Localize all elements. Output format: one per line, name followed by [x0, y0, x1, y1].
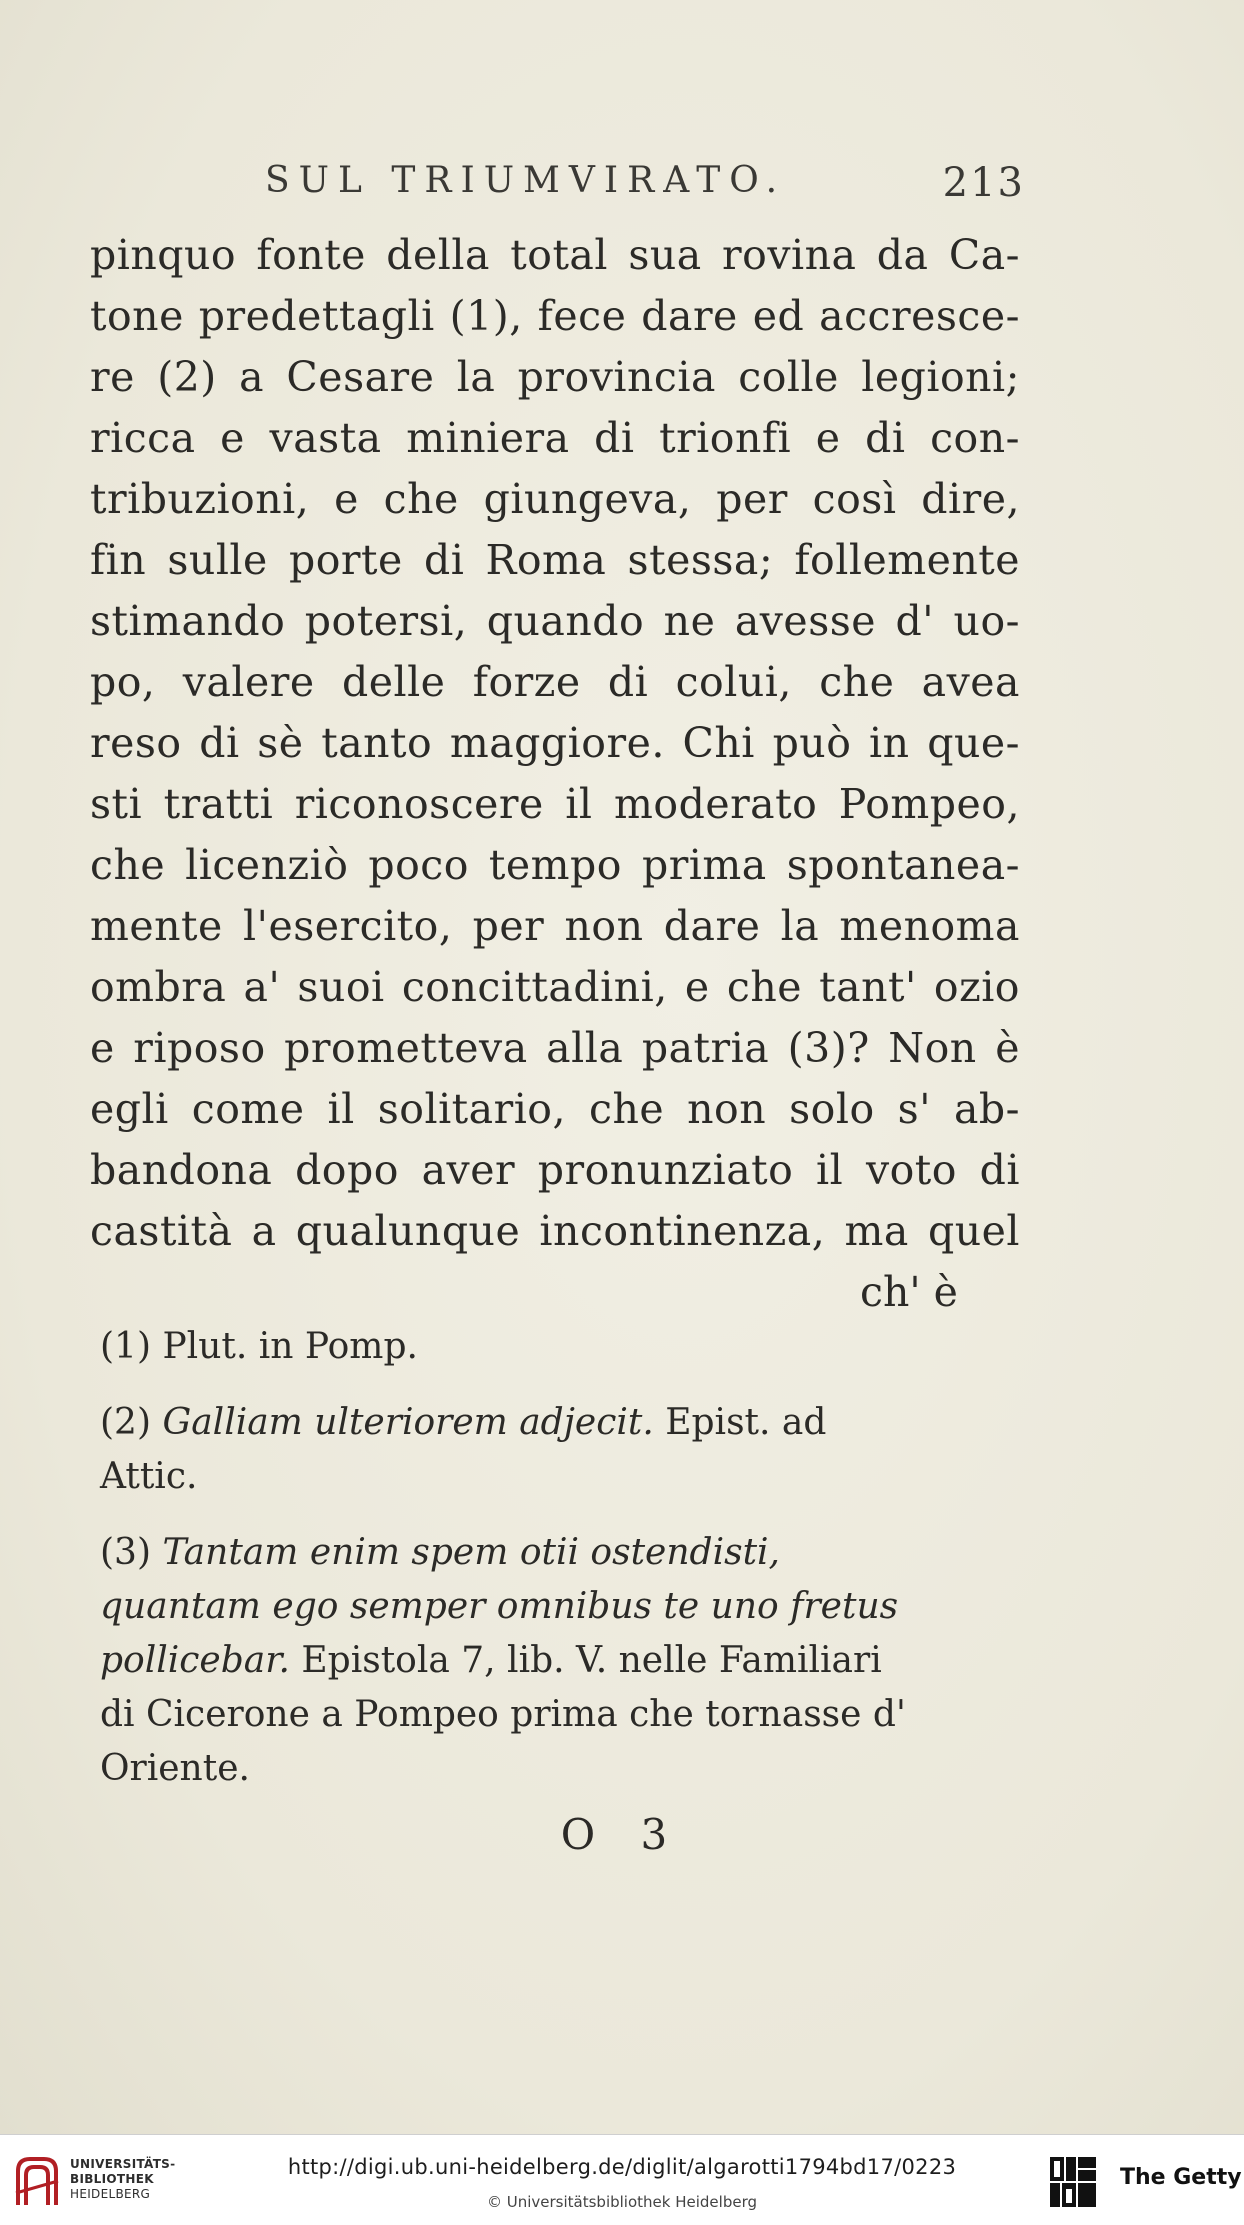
body-line: pinquo fonte della total sua rovina da Ca-: [90, 231, 1020, 279]
footnote-2: [100, 1396, 1018, 1504]
body-line: stimando potersi, quando ne avesse d' uo-: [90, 597, 1020, 645]
body-line: re (2) a Cesare la provincia colle legioni;: [90, 353, 1020, 401]
copyright-notice: © Universitätsbibliothek Heidelberg: [486, 2193, 757, 2211]
footnote-text-line: Oriente.: [100, 1748, 250, 1789]
getty-logo-icon[interactable]: [1048, 2155, 1098, 2209]
signature-mark: O 3: [560, 1810, 684, 1859]
body-line: tone predettagli (1), fece dare ed accresce-: [90, 292, 1020, 340]
body-line: mente l'esercito, per non dare la menoma: [90, 902, 1020, 950]
body-line: tribuzioni, e che giungeva, per così dire,: [90, 475, 1020, 523]
body-line: fin sulle porte di Roma stessa; follemente: [90, 536, 1020, 584]
body-line: ombra a' suoi concittadini, e che tant' ozio: [90, 963, 1020, 1011]
body-line: sti tratti riconoscere il moderato Pompeo,: [90, 780, 1020, 828]
body-line: che licenziò poco tempo prima spontanea-: [90, 841, 1020, 889]
body-line: bandona dopo aver pronunziato il voto di: [90, 1146, 1020, 1194]
footnote-3: [100, 1526, 1018, 1796]
footer-bar: [0, 2134, 1244, 2225]
body-line: castità a qualunque incontinenza, ma quel: [90, 1207, 1020, 1255]
body-line: reso di sè tanto maggiore. Chi può in que-: [90, 719, 1020, 767]
footnote-text: Plut. in Pomp.: [162, 1326, 418, 1367]
footnote-citation: Galliam ulteriorem adjecit.: [162, 1402, 654, 1443]
body-line: po, valere delle forze di colui, che avea: [90, 658, 1020, 706]
getty-name[interactable]: The Getty: [1120, 2165, 1242, 2190]
catchword: ch' è: [860, 1268, 958, 1316]
footnote-citation: quantam ego semper omnibus te uno fretus: [100, 1586, 899, 1627]
footnotes: [100, 1320, 1018, 1818]
footnote-1: [100, 1320, 1018, 1374]
footnote-text: Epistola 7, lib. V. nelle Familiari: [301, 1640, 882, 1681]
footnote-marker: (2): [100, 1402, 151, 1443]
footnote-citation: Tantam enim spem otii ostendisti,: [162, 1532, 780, 1573]
running-head-title: SUL TRIUMVIRATO.: [265, 160, 787, 201]
footnote-text-line: di Cicerone a Pompeo prima che tornasse d': [100, 1694, 906, 1735]
footnote-marker: (3): [100, 1532, 151, 1573]
library-name-line: HEIDELBERG: [70, 2187, 151, 2201]
page-number: 213: [942, 160, 1025, 206]
footnote-marker: (1): [100, 1326, 151, 1367]
permalink-url[interactable]: http://digi.ub.uni-heidelberg.de/diglit/algarotti1794bd17/0223: [287, 2155, 957, 2179]
library-name-line: UNIVERSITÄTS-: [70, 2157, 176, 2171]
footnote-text: Epist. ad: [665, 1402, 827, 1443]
body-line: ricca e vasta miniera di trionfi e di con-: [90, 414, 1020, 462]
body-text: [90, 225, 1020, 1262]
running-head: [265, 160, 1025, 206]
body-line: e riposo prometteva alla patria (3)? Non è: [90, 1024, 1020, 1072]
footnote-citation: pollicebar.: [100, 1640, 290, 1681]
footnote-text-line: Attic.: [100, 1456, 198, 1497]
body-line: egli come il solitario, che non solo s' ab-: [90, 1085, 1020, 1133]
library-name-line: BIBLIOTHEK: [70, 2172, 154, 2186]
